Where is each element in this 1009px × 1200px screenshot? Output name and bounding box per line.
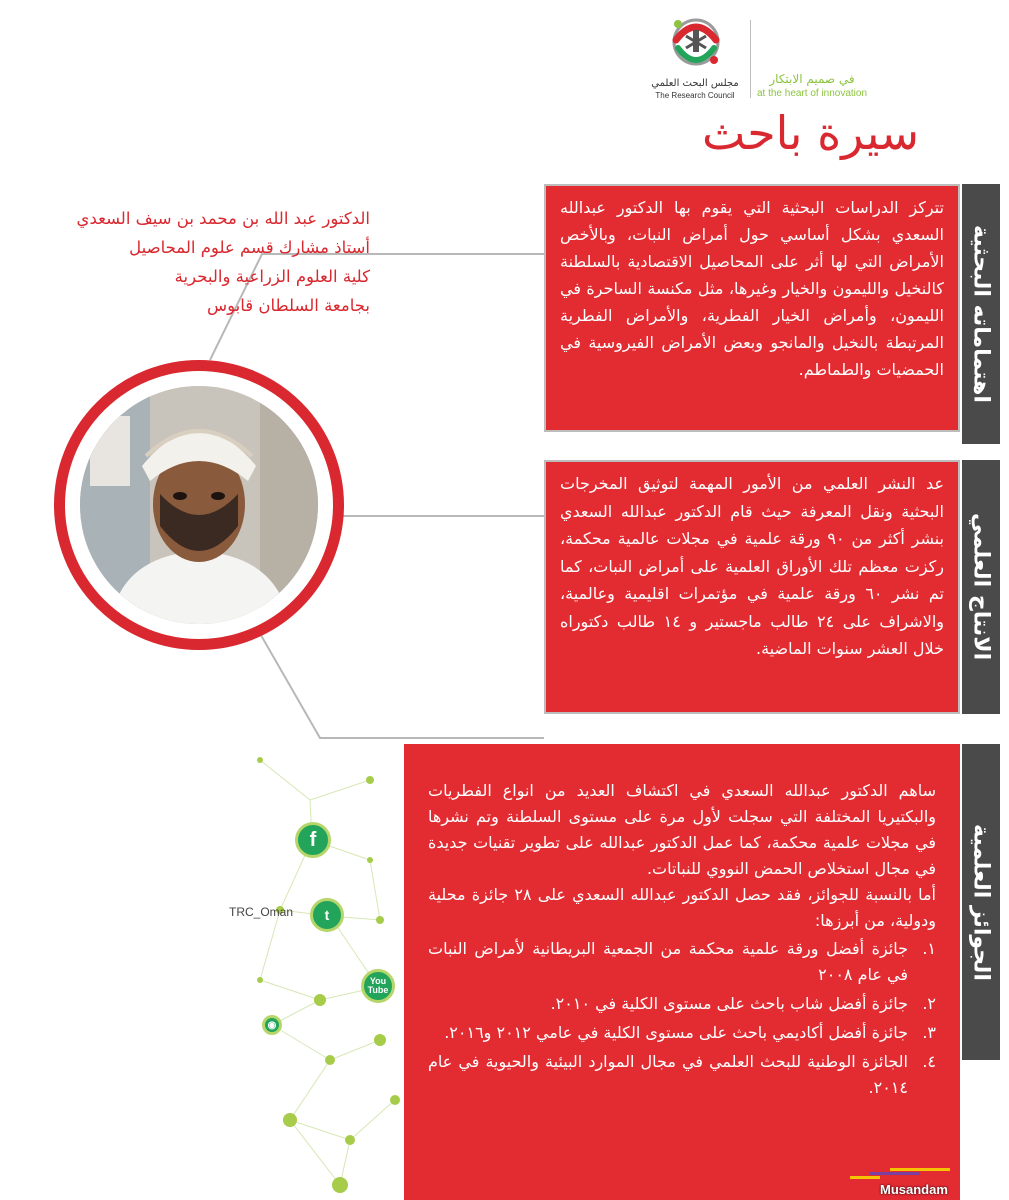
header	[640, 10, 900, 100]
council-name-ar: مجلس البحث العلمي	[651, 78, 739, 89]
award-number: ٣.	[922, 1023, 936, 1042]
council-name-en: The Research Council	[655, 91, 735, 100]
researcher-name: الدكتور عبد الله بن محمد بن سيف السعدي	[76, 209, 370, 228]
researcher-photo	[80, 386, 318, 624]
list-item	[428, 1049, 936, 1101]
network-decoration	[220, 740, 420, 1200]
awards-panel	[404, 744, 960, 1200]
list-item	[428, 991, 936, 1017]
list-item	[428, 936, 936, 988]
header-divider	[750, 20, 751, 98]
award-text: جائزة أفضل شاب باحث على مستوى الكلية في ٢٠١٠.	[550, 994, 908, 1013]
scientific-output-panel	[544, 460, 960, 714]
social-handle: TRC_Oman	[229, 905, 294, 919]
tagline-en: at the heart of innovation	[756, 88, 868, 99]
tagline-ar: في صميم الابتكار	[769, 72, 855, 86]
researcher-university: بجامعة السلطان قابوس	[206, 296, 370, 315]
watermark-text: Musandam	[880, 1182, 948, 1197]
research-interests-heading-bar	[962, 184, 1000, 444]
instagram-icon[interactable]: ◉	[262, 1015, 282, 1035]
awards-paragraph-1: ساهم الدكتور عبدالله السعدي في اكتشاف العديد من انواع الفطريات والبكتيريا المختلفة التي سجلت لأول مرة على مستوى السلطنة وتم نشرها في مجلات علمية محكمة، كما عمل الدكتور عبدالله على تطوير تقنيات جديدة في مجال استخلاص الحمض النووي للنباتات.	[428, 781, 936, 878]
facebook-icon[interactable]: f	[295, 822, 331, 858]
scientific-output-heading-bar	[962, 460, 1000, 714]
awards-heading: الجوائز العلمية	[968, 823, 994, 981]
list-item	[428, 1020, 936, 1046]
scientific-output-text: عد النشر العلمي من الأمور المهمة لتوثيق المخرجات البحثية ونقل المعرفة حيث قام الدكتور عبدالله السعدي بنشر أكثر من ٩٠ ورقة علمية في مجلات عالمية محكمة، ركزت معظم تلك الأوراق العلمية على أمراض النبات، كما تم نشر ٦٠ ورقة علمية في مؤتمرات اقليمية وعالمية، والاشراف على ٢٤ طالب ماجستير و ١٤ طالب دكتوراه خلال العشر سنوات الماضية.	[560, 474, 945, 658]
scientific-output-heading: الانتاج العلمي	[968, 513, 994, 661]
researcher-info	[10, 204, 370, 320]
twitter-icon[interactable]: t	[310, 898, 344, 932]
award-text: الجائزة الوطنية للبحث العلمي في مجال الموارد البيئية والحيوية في عام ٢٠١٤.	[428, 1052, 908, 1097]
youtube-icon[interactable]: You Tube	[361, 969, 395, 1003]
awards-heading-bar	[962, 744, 1000, 1060]
awards-list	[428, 936, 936, 1101]
award-number: ٢.	[922, 994, 936, 1013]
portrait-illustration-icon	[80, 386, 318, 624]
award-text: جائزة أفضل ورقة علمية محكمة من الجمعية البريطانية لأمراض النبات في عام ٢٠٠٨	[428, 939, 908, 984]
page-title: سيرة باحث	[702, 106, 919, 160]
award-text: جائزة أفضل أكاديمي باحث على مستوى الكلية في عامي ٢٠١٢ و٢٠١٦.	[444, 1023, 908, 1042]
award-number: ٤.	[922, 1052, 936, 1071]
researcher-position: أستاذ مشارك قسم علوم المحاصيل	[129, 238, 370, 257]
researcher-college: كلية العلوم الزراعية والبحرية	[174, 267, 370, 286]
research-interests-heading: اهتماماته البحثية	[968, 225, 994, 403]
award-number: ١.	[922, 939, 936, 958]
research-interests-text: تتركز الدراسات البحثية التي يقوم بها الدكتور عبدالله السعدي بشكل أساسي حول أمراض النبات، وبالأخص الأمراض التي لها أثر على المحاصيل الاقتصادية بالسلطنة كالنخيل والليمون والخيار وغيرها، مثل مكنسة الساحرة في الليمون، وأمراض الخيار الفطرية، والأمراض الفطرية المرتبطة بالنخيل والمانجو وبعض الأمراض الفيروسية في الحمضيات والطماطم.	[560, 198, 944, 379]
research-interests-panel	[544, 184, 960, 432]
awards-paragraph-2: أما بالنسبة للجوائز، فقد حصل الدكتور عبدالله السعدي على ٢٨ جائزة محلية ودولية، من أبرزها:	[428, 885, 937, 930]
research-council-logo-icon	[664, 10, 728, 74]
